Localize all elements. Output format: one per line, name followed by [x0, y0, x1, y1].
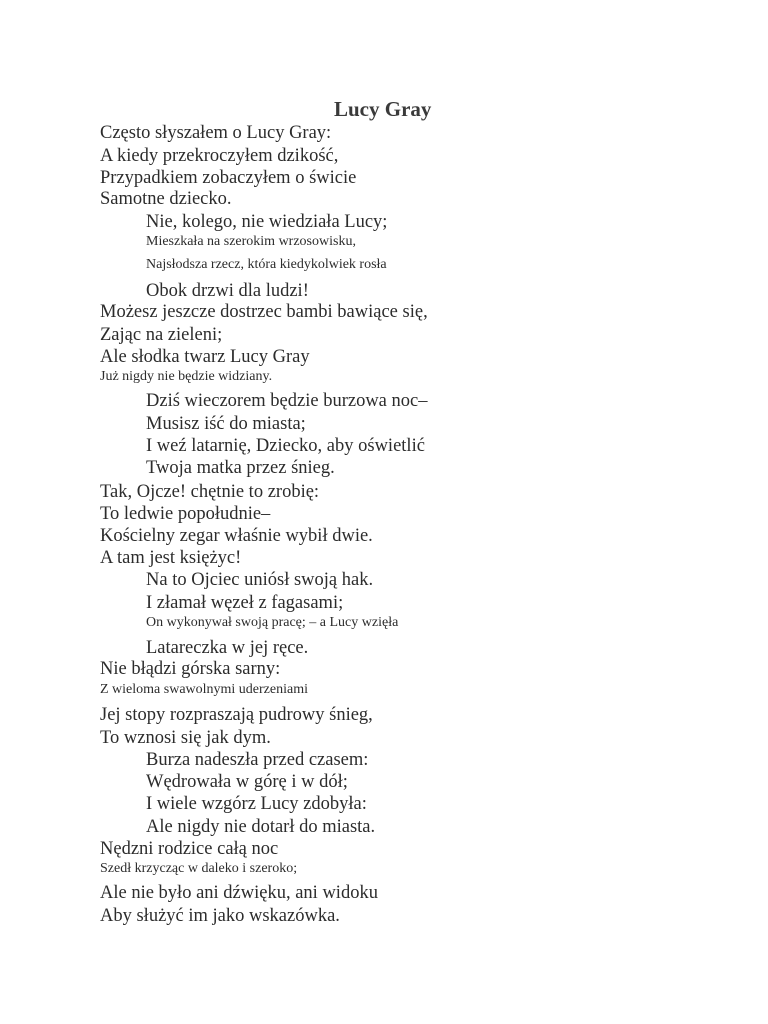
poem-line: Nie błądzi górska sarny: [100, 659, 281, 679]
poem-line: Zając na zieleni; [100, 325, 223, 345]
poem-line: Najsłodsza rzecz, która kiedykolwiek rosła [146, 257, 387, 272]
poem-line: Twoja matka przez śnieg. [146, 458, 335, 478]
poem-line: Mieszkała na szerokim wrzosowisku, [146, 234, 356, 249]
poem-line: Latareczka w jej ręce. [146, 638, 309, 658]
poem-line: A kiedy przekroczyłem dzikość, [100, 146, 339, 166]
poem-title: Lucy Gray [334, 97, 432, 121]
poem-line: Dziś wieczorem będzie burzowa noc– [146, 391, 428, 411]
poem-line: Szedł krzycząc w daleko i szeroko; [100, 861, 298, 876]
poem-line: Samotne dziecko. [100, 189, 232, 209]
poem-line: Już nigdy nie będzie widziany. [100, 369, 273, 384]
poem-line: A tam jest księżyc! [100, 548, 242, 568]
poem-line: Jej stopy rozpraszają pudrowy śnieg, [100, 705, 373, 725]
poem-line: On wykonywał swoją pracę; – a Lucy wzięła [146, 615, 399, 630]
poem-line: Tak, Ojcze! chętnie to zrobię: [100, 482, 320, 502]
poem-line: Aby służyć im jako wskazówka. [100, 906, 340, 926]
poem-line: Ale słodka twarz Lucy Gray [100, 347, 310, 367]
poem-line: Ale nigdy nie dotarł do miasta. [146, 817, 376, 837]
poem-line: Ale nie było ani dźwięku, ani widoku [100, 883, 378, 903]
poem-line: Na to Ojciec uniósł swoją hak. [146, 570, 374, 590]
poem-line: Nie, kolego, nie wiedziała Lucy; [146, 212, 388, 232]
poem-line: Burza nadeszła przed czasem: [146, 750, 369, 770]
poem-line: I wiele wzgórz Lucy zdobyła: [146, 794, 367, 814]
poem-line: Wędrowała w górę i w dół; [146, 772, 348, 792]
poem-line: I złamał węzeł z fagasami; [146, 593, 344, 613]
poem-line: Z wieloma swawolnymi uderzeniami [100, 682, 308, 697]
poem-line: I weź latarnię, Dziecko, aby oświetlić [146, 436, 425, 456]
poem-line: Nędzni rodzice całą noc [100, 839, 279, 859]
poem-line: Musisz iść do miasta; [146, 414, 306, 434]
poem-line: To ledwie popołudnie– [100, 504, 271, 524]
poem-line: Obok drzwi dla ludzi! [146, 281, 309, 301]
poem-line: Możesz jeszcze dostrzec bambi bawiące się, [100, 302, 428, 322]
poem-line: To wznosi się jak dym. [100, 728, 271, 748]
poem-line: Kościelny zegar właśnie wybił dwie. [100, 526, 373, 546]
poem-line: Często słyszałem o Lucy Gray: [100, 123, 332, 143]
poem-line: Przypadkiem zobaczyłem o świcie [100, 168, 357, 188]
